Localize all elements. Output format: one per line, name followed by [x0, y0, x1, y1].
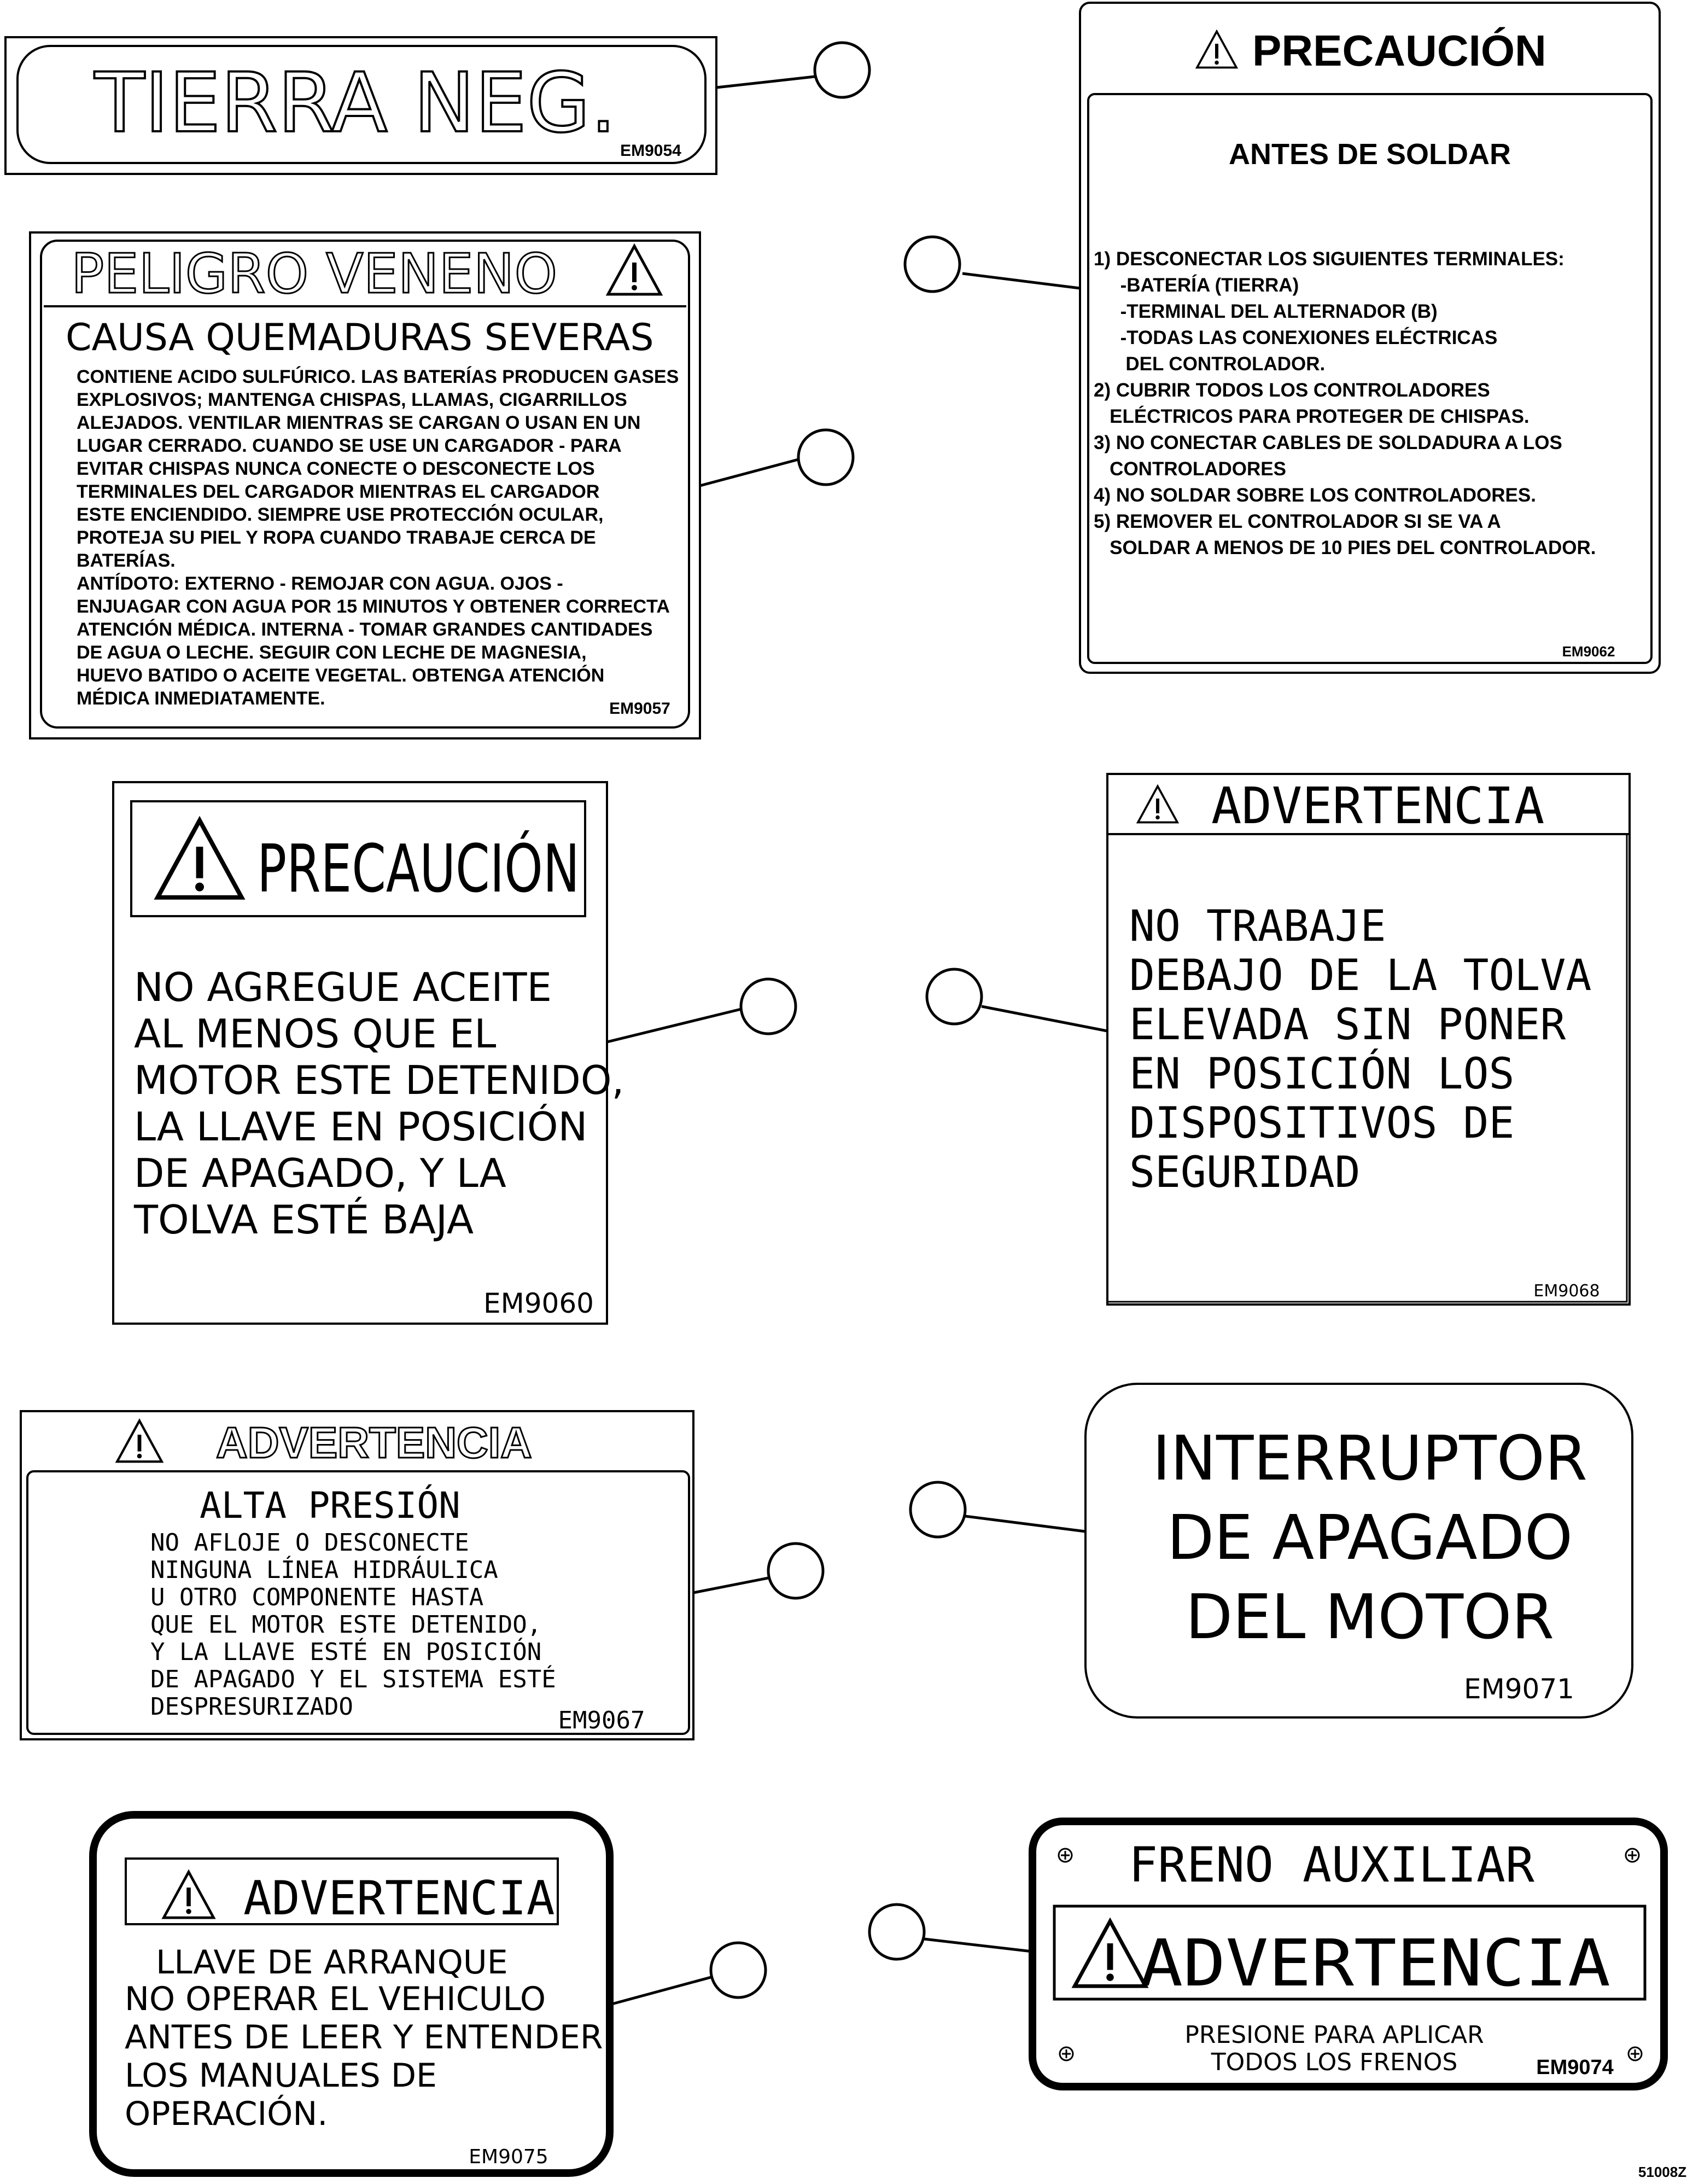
freno-line: TODOS LOS FRENOS: [1211, 2048, 1458, 2076]
soldar-line: CONTROLADORES: [1094, 458, 1286, 480]
presion-title: ADVERTENCIA: [216, 1418, 532, 1467]
aceite-line: LA LLAVE EN POSICIÓN: [134, 1104, 588, 1150]
llave-line: ANTES DE LEER Y ENTENDER: [125, 2018, 603, 2057]
soldar-line: ELÉCTRICOS PARA PROTEGER DE CHISPAS.: [1094, 406, 1530, 427]
soldar-line: -TERMINAL DEL ALTERNADOR (B): [1094, 301, 1438, 322]
peligro-title: PELIGRO VENENO: [71, 242, 558, 306]
tierra-code: EM9054: [620, 142, 681, 160]
soldar-line: 1) DESCONECTAR LOS SIGUIENTES TERMINALES:: [1094, 248, 1565, 270]
soldar-line: SOLDAR A MENOS DE 10 PIES DEL CONTROLADOR.: [1094, 537, 1596, 558]
label-interruptor: [1085, 1384, 1632, 1717]
peligro-body: [77, 366, 679, 709]
callout-presion: [693, 1544, 823, 1598]
peligro-line: ENJUAGAR CON AGUA POR 15 MINUTOS Y OBTENER CORRECTA: [77, 596, 670, 617]
interruptor-body: [1152, 1423, 1587, 1653]
tolva-body: [1129, 902, 1591, 1197]
label-advertencia-tolva: [1107, 774, 1630, 1304]
warning-triangle-icon: [157, 820, 242, 898]
soldar-title: PRECAUCIÓN: [1252, 26, 1546, 75]
label-precaucion-aceite: [113, 782, 688, 1324]
soldar-body: [1094, 248, 1596, 558]
tolva-line: EN POSICIÓN LOS: [1129, 1050, 1515, 1099]
warning-triangle-icon: [164, 1872, 213, 1918]
interruptor-line: DEL MOTOR: [1185, 1582, 1555, 1653]
freno-title: FRENO AUXILIAR: [1129, 1837, 1534, 1893]
presion-line: NO AFLOJE O DESCONECTE: [150, 1529, 469, 1557]
callout-llave: [610, 1943, 766, 2005]
presion-line: DESPRESURIZADO: [150, 1693, 353, 1721]
peligro-line: EVITAR CHISPAS NUNCA CONECTE O DESCONECTE LOS: [77, 458, 595, 479]
tolva-line: NO TRABAJE: [1129, 902, 1386, 951]
freno-warning: ADVERTENCIA: [1140, 1925, 1610, 2001]
presion-line: NINGUNA LÍNEA HIDRÁULICA: [150, 1556, 498, 1584]
peligro-line: TERMINALES DEL CARGADOR MIENTRAS EL CARGADOR: [77, 481, 600, 502]
aceite-body: [133, 964, 624, 1243]
soldar-line: DEL CONTROLADOR.: [1094, 353, 1326, 375]
label-precaucion-soldar: [1080, 3, 1660, 673]
aceite-code: EM9060: [483, 1288, 594, 1319]
label-advertencia-llave: [93, 1815, 610, 2173]
warning-triangle-icon: [1075, 1921, 1146, 1987]
callout-tierra: [716, 43, 869, 97]
presion-subtitle: ALTA PRESIÓN: [200, 1484, 460, 1527]
callout-aceite: [607, 979, 796, 1042]
presion-line: Y LA LLAVE ESTÉ EN POSICIÓN: [150, 1638, 542, 1666]
interruptor-line: INTERRUPTOR: [1152, 1423, 1587, 1494]
aceite-line: TOLVA ESTÉ BAJA: [134, 1197, 474, 1243]
tolva-title: ADVERTENCIA: [1211, 777, 1545, 835]
presion-line: QUE EL MOTOR ESTE DETENIDO,: [150, 1611, 542, 1639]
llave-title: ADVERTENCIA: [243, 1871, 555, 1926]
peligro-line: ATENCIÓN MÉDICA. INTERNA - TOMAR GRANDES CANTIDADES: [77, 619, 653, 640]
tolva-line: ELEVADA SIN PONER: [1129, 1000, 1566, 1050]
soldar-line: 2) CUBRIR TODOS LOS CONTROLADORES: [1094, 380, 1490, 401]
llave-body: [125, 1943, 603, 2133]
aceite-title: PRECAUCIÓN: [257, 831, 688, 907]
aceite-line: NO AGREGUE ACEITE: [134, 964, 552, 1010]
warning-triangle-icon: [608, 246, 661, 294]
peligro-line: LUGAR CERRADO. CUANDO SE USE UN CARGADOR - PARA: [77, 435, 622, 456]
warning-triangle-icon: [1138, 787, 1177, 823]
freno-line: PRESIONE PARA APLICAR: [1184, 2021, 1484, 2049]
presion-code: EM9067: [558, 1707, 645, 1734]
peligro-line: EXPLOSIVOS; MANTENGA CHISPAS, LLAMAS, CIGARRILLOS: [77, 389, 627, 410]
tolva-line: DEBAJO DE LA TOLVA: [1129, 951, 1592, 1000]
warning-triangle-icon: [1197, 32, 1236, 68]
soldar-line: 3) NO CONECTAR CABLES DE SOLDADURA A LOS: [1094, 432, 1562, 453]
soldar-line: 4) NO SOLDAR SOBRE LOS CONTROLADORES.: [1094, 485, 1536, 506]
aceite-line: AL MENOS QUE EL: [134, 1011, 497, 1057]
peligro-line: MÉDICA INMEDIATAMENTE.: [77, 688, 325, 709]
label-freno-auxiliar: [1032, 1821, 1664, 2087]
peligro-line: ESTE ENCIENDIDO. SIEMPRE USE PROTECCIÓN OCULAR,: [77, 504, 604, 525]
soldar-subtitle: ANTES DE SOLDAR: [1228, 138, 1511, 171]
callout-tolva: [927, 969, 1107, 1031]
peligro-line: HUEVO BATIDO O ACEITE VEGETAL. OBTENGA ATENCIÓN: [77, 665, 605, 686]
tolva-line: DISPOSITIVOS DE: [1129, 1099, 1515, 1148]
peligro-line: ANTÍDOTO: EXTERNO - REMOJAR CON AGUA. OJOS -: [77, 573, 563, 594]
aceite-line: MOTOR ESTE DETENIDO,: [134, 1057, 624, 1103]
label-tierra-neg: [5, 37, 716, 174]
figure-code: 51008Z: [1638, 2164, 1687, 2180]
llave-line: NO OPERAR EL VEHICULO: [125, 1980, 546, 2018]
peligro-line: DE AGUA O LECHE. SEGUIR CON LECHE DE MAGNESIA,: [77, 642, 587, 663]
peligro-line: ALEJADOS. VENTILAR MIENTRAS SE CARGAN O USAN EN UN: [77, 412, 641, 433]
callout-peligro: [700, 430, 853, 486]
soldar-line: 5) REMOVER EL CONTROLADOR SI SE VA A: [1094, 511, 1501, 532]
soldar-line: -TODAS LAS CONEXIONES ELÉCTRICAS: [1094, 327, 1498, 348]
callout-soldar: [905, 237, 1080, 292]
llave-code: EM9075: [469, 2146, 548, 2168]
warning-triangle-icon: [117, 1421, 162, 1462]
interruptor-code: EM9071: [1464, 1673, 1574, 1705]
peligro-line: BATERÍAS.: [77, 550, 176, 571]
soldar-line: -BATERÍA (TIERRA): [1094, 275, 1299, 296]
soldar-code: EM9062: [1562, 643, 1615, 660]
peligro-line: PROTEJA SU PIEL Y ROPA CUANDO TRABAJE CERCA DE: [77, 527, 596, 548]
callout-freno: [869, 1905, 1032, 1959]
tierra-title: TIERRA NEG.: [94, 56, 617, 151]
label-advertencia-presion: [21, 1411, 693, 1739]
llave-line: OPERACIÓN.: [125, 2095, 328, 2133]
callout-interruptor: [910, 1482, 1085, 1537]
presion-line: DE APAGADO Y EL SISTEMA ESTÉ: [150, 1665, 556, 1693]
peligro-line: CONTIENE ACIDO SULFÚRICO. LAS BATERÍAS PRODUCEN GASES: [77, 366, 679, 387]
freno-code: EM9074: [1536, 2056, 1614, 2079]
label-peligro-veneno: [30, 232, 700, 738]
presion-body: [150, 1529, 556, 1721]
llave-line: LLAVE DE ARRANQUE: [156, 1943, 508, 1982]
tolva-line: SEGURIDAD: [1129, 1148, 1361, 1197]
aceite-line: DE APAGADO, Y LA: [134, 1150, 506, 1196]
peligro-subtitle: CAUSA QUEMADURAS SEVERAS: [66, 316, 654, 359]
interruptor-line: DE APAGADO: [1166, 1502, 1573, 1574]
tolva-code: EM9068: [1533, 1282, 1600, 1301]
llave-line: LOS MANUALES DE: [125, 2057, 437, 2095]
peligro-code: EM9057: [609, 700, 670, 718]
presion-line: U OTRO COMPONENTE HASTA: [150, 1583, 484, 1611]
